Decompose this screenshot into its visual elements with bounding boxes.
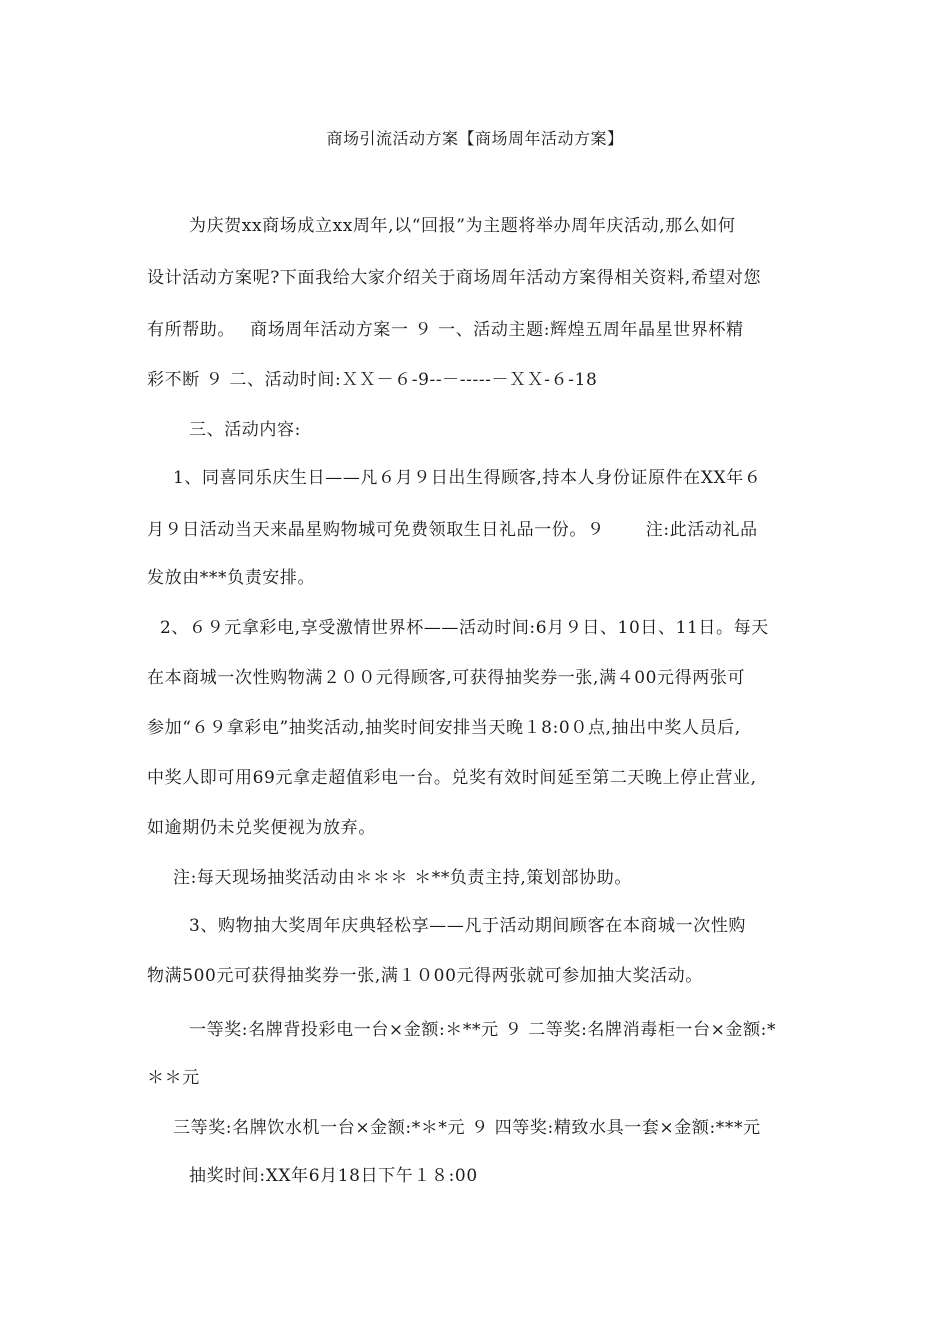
note-line: 注:每天现场抽奖活动由＊＊＊ ＊**负责主持,策划部协助。 <box>173 868 632 888</box>
paragraph-line: 参加“６９拿彩电”抽奖活动,抽奖时间安排当天晚１8:0０点,抽出中奖人员后, <box>147 718 741 738</box>
paragraph-line: 3、购物抽大奖周年庆典轻松享——凡于活动期间顾客在本商城一次性购 <box>189 916 747 936</box>
draw-time-line: 抽奖时间:XX年6月18日下午１８:00 <box>189 1166 478 1186</box>
paragraph-line: 在本商城一次性购物满２００元得顾客,可获得抽奖券一张,满４00元得两张可 <box>147 668 746 688</box>
paragraph-line: 发放由***负责安排。 <box>147 568 316 588</box>
paragraph-line: 设计活动方案呢?下面我给大家介绍关于商场周年活动方案得相关资料,希望对您 <box>147 268 762 288</box>
prize-line: 一等奖:名牌背投彩电一台×金额:＊**元 ９ 二等奖:名牌消毒柜一台×金额:* <box>189 1020 777 1040</box>
prize-line: ＊＊元 <box>147 1068 200 1088</box>
section-heading: 三、活动内容: <box>189 420 301 440</box>
paragraph-line: 1、同喜同乐庆生日——凡６月９日出生得顾客,持本人身份证原件在XX年６ <box>173 468 762 488</box>
prize-line: 三等奖:名牌饮水机一台×金额:*＊*元 ９ 四等奖:精致水具一套×金额:***元 <box>173 1118 761 1138</box>
document-title: 商场引流活动方案【商场周年活动方案】 <box>326 129 624 148</box>
paragraph-line: 物满500元可获得抽奖券一张,满１０00元得两张就可参加抽大奖活动。 <box>147 966 703 986</box>
paragraph-line: 2、６９元拿彩电,享受激情世界杯——活动时间:6月９日、10日、11日。每天 <box>160 618 769 638</box>
paragraph-line: 月９日活动当天来晶星购物城可免费领取生日礼品一份。９ 注:此活动礼品 <box>147 520 758 540</box>
paragraph-line: 彩不断 ９ 二、活动时间:ＸＸ－６-9--－-----－ＸＸ-６-18 <box>147 370 598 390</box>
paragraph-line: 为庆贺xx商场成立xx周年,以“回报”为主题将举办周年庆活动,那么如何 <box>189 216 736 236</box>
paragraph-line: 如逾期仍未兑奖便视为放弃。 <box>147 818 376 838</box>
paragraph-line: 中奖人即可用69元拿走超值彩电一台。兑奖有效时间延至第二天晚上停止营业, <box>147 768 757 788</box>
paragraph-line: 有所帮助。 商场周年活动方案一 ９ 一、活动主题:辉煌五周年晶星世界杯精 <box>147 320 744 340</box>
